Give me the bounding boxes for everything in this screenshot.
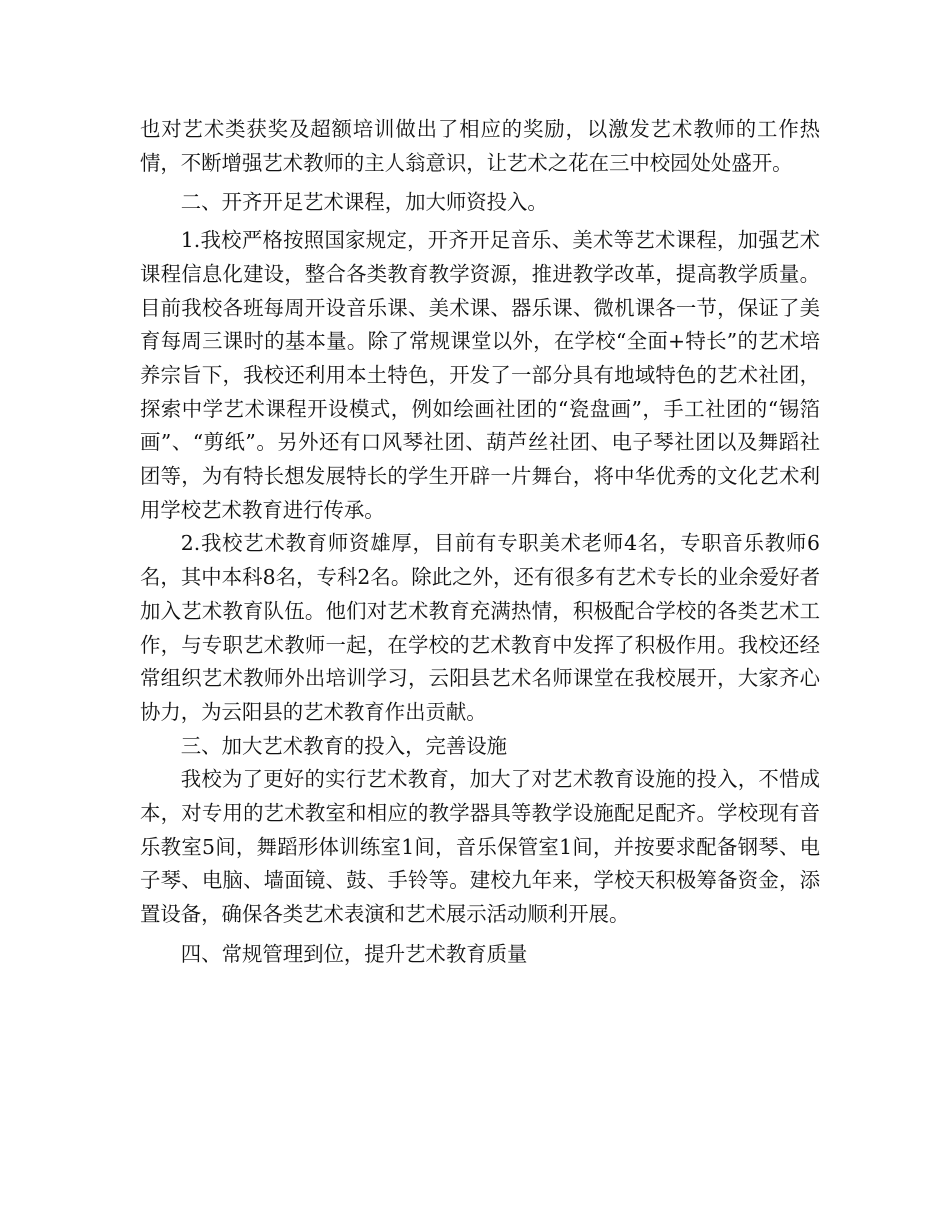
paragraph-awards-continuation: 也对艺术类获奖及超额培训做出了相应的奖励，以激发艺术教师的工作热情，不断增强艺术教师的主人翁意识，让艺术之花在三中校园处处盛开。 bbox=[140, 117, 820, 175]
document-body bbox=[140, 113, 820, 976]
section-heading-three: 三、加大艺术教育的投入，完善设施 bbox=[180, 733, 508, 758]
section-heading-four: 四、常规管理到位，提升艺术教育质量 bbox=[180, 941, 528, 966]
section-heading-two: 二、开齐开足艺术课程，加大师资投入。 bbox=[180, 190, 548, 215]
paragraph-facilities: 我校为了更好的实行艺术教育，加大了对艺术教育设施的投入，不惜成本，对专用的艺术教室和相应的教学器具等教学设施配足配齐。学校现有音乐教室5间，舞蹈形体训练室1间，音乐保管室1间，并按要求配备钢琴、电子琴、电脑、墙面镜、鼓、手铃等。建校九年来，学校天积极筹备资金，添置设备，确保各类艺术表演和艺术展示活动顺利开展。 bbox=[140, 767, 820, 927]
paragraph-courses: 1.我校严格按照国家规定，开齐开足音乐、美术等艺术课程，加强艺术课程信息化建设，整合各类教育教学资源，推进教学改革，提高教学质量。目前我校各班每周开设音乐课、美术课、器乐课、微机课各一节，保证了美育每周三课时的基本量。除了常规课堂以外，在学校“全面+特长”的艺术培养宗旨下，我校还利用本土特色，开发了一部分具有地域特色的艺术社团，探索中学艺术课程开设模式，例如绘画社团的“瓷盘画”，手工社团的“锡箔画”、“剪纸”。另外还有口风琴社团、葫芦丝社团、电子琴社团以及舞蹈社团等，为有特长想发展特长的学生开辟一片舞台，将中华优秀的文化艺术利用学校艺术教育进行传承。 bbox=[140, 228, 820, 522]
paragraph-teachers: 2.我校艺术教育师资雄厚，目前有专职美术老师4名，专职音乐教师6名，其中本科8名，专科2名。除此之外，还有很多有艺术专长的业余爱好者加入艺术教育队伍。他们对艺术教育充满热情，积极配合学校的各类艺术工作，与专职艺术教师一起，在学校的艺术教育中发挥了积极作用。我校还经常组织艺术教师外出培训学习，云阳县艺术名师课堂在我校展开，大家齐心协力，为云阳县的艺术教育作出贡献。 bbox=[140, 531, 820, 724]
